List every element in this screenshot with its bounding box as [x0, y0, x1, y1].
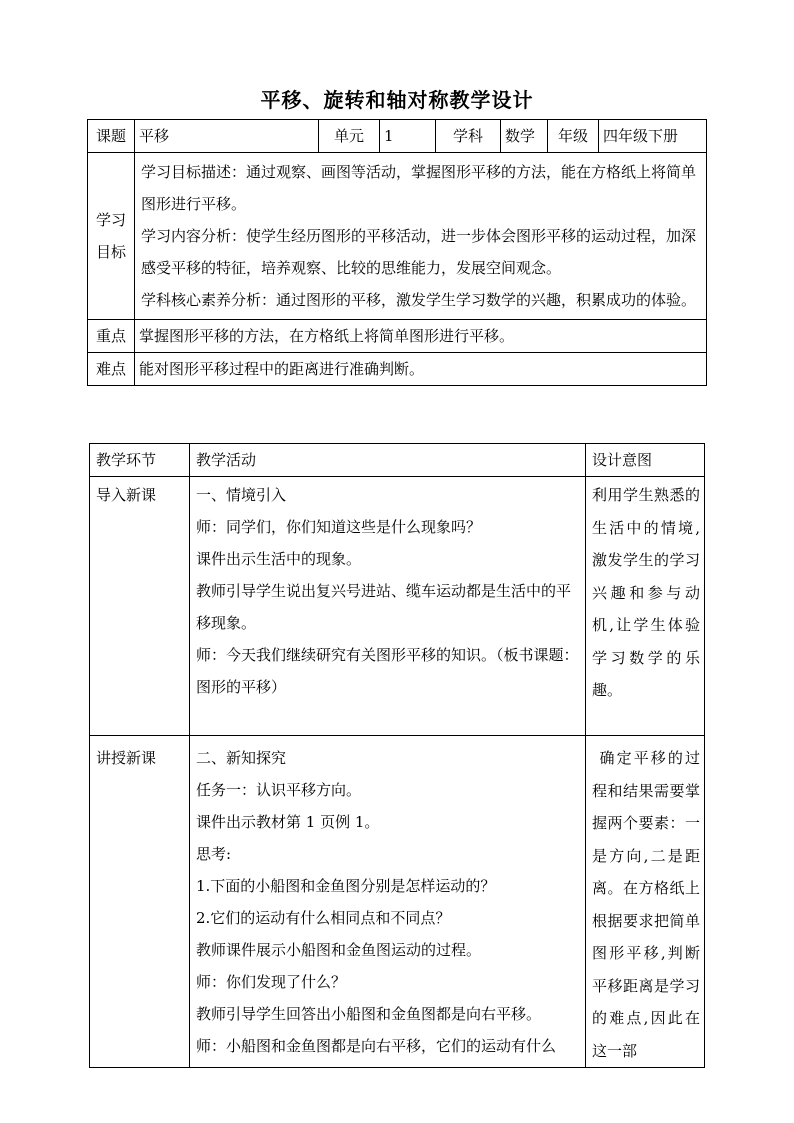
header-stage: 教学环节: [90, 444, 190, 477]
key-point-value: 掌握图形平移的方法，在方格纸上将简单图形进行平移。: [135, 320, 707, 353]
activity-line: 师：小船图和金鱼图都是向右平移，它们的运动有什么: [196, 1037, 557, 1055]
stage-new-lesson: 讲授新课: [90, 736, 190, 1068]
activity-line: 师：今天我们继续研究有关图形平移的知识。（板书课题：图形的平移）: [196, 646, 579, 696]
subject-label: 学科: [436, 120, 501, 153]
info-table: [87, 119, 707, 386]
grade-value: 四年级下册: [599, 120, 707, 153]
course-label: 课题: [88, 120, 135, 153]
header-intent: 设计意图: [586, 444, 705, 477]
difficulty-label: 难点: [88, 353, 135, 386]
activity-line: 二、新知探究: [196, 749, 287, 767]
grade-label: 年级: [548, 120, 599, 153]
goals-label: [88, 153, 135, 320]
document-title: 平移、旋转和轴对称教学设计: [260, 88, 534, 112]
activities-new-lesson: [190, 736, 586, 1068]
intent-intro: [586, 477, 705, 736]
activity-line: 教师课件展示小船图和金鱼图运动的过程。: [196, 941, 482, 959]
stage-intro: 导入新课: [90, 477, 190, 736]
intent-text: 确定平移的过程和结果需要掌握两个要素：一是方向,二是距离。在方格纸上根据要求把简单图形平移,判断平移距离是学习的难点,因此在这一部: [592, 749, 700, 1060]
activity-line: 2.它们的运动有什么相同点和不同点？: [196, 909, 451, 927]
header-activities: 教学活动: [190, 444, 586, 477]
activity-line: 师：你们发现了什么？: [196, 973, 347, 991]
process-table: [89, 443, 705, 1068]
activities-intro: [190, 477, 586, 736]
goal-core-literacy: 学科核心素养分析：通过图形的平移，激发学生学习数学的兴趣，积累成功的体验。: [141, 291, 697, 309]
goals-label-line-2: 目标: [95, 243, 126, 261]
goal-content-analysis: 学习内容分析：使学生经历图形的平移活动，进一步体会图形平移的运动过程，加深感受平移的特征，培养观察、比较的思维能力，发展空间观念。: [141, 227, 697, 277]
goal-description: 学习目标描述：通过观察、画图等活动，掌握图形平移的方法，能在方格纸上将简单图形进行平移。: [141, 163, 697, 213]
activity-line: 课件出示生活中的现象。: [196, 550, 362, 568]
subject-value: 数学: [501, 120, 548, 153]
activity-line: 课件出示教材第 1 页例 1。: [196, 813, 380, 831]
unit-value: 1: [380, 120, 436, 153]
unit-label: 单元: [319, 120, 380, 153]
activity-line: 任务一：认识平移方向。: [196, 781, 362, 799]
activity-line: 教师引导学生说出复兴号进站、缆车运动都是生活中的平移现象。: [196, 582, 572, 632]
goals-content: [135, 153, 707, 320]
activity-line: 师：同学们，你们知道这些是什么现象吗？: [196, 518, 482, 536]
course-value: 平移: [135, 120, 319, 153]
key-point-label: 重点: [88, 320, 135, 353]
difficulty-value: 能对图形平移过程中的距离进行准确判断。: [135, 353, 707, 386]
activity-line: 思考:: [196, 845, 232, 863]
activity-line: 教师引导学生回答出小船图和金鱼图都是向右平移。: [196, 1005, 542, 1023]
intent-text: 利用学生熟悉的生活中的情境,激发学生的学习兴趣和参与动机,让学生体验学习数学的乐趣。: [592, 486, 700, 699]
intent-new-lesson: [586, 736, 705, 1068]
goals-label-line-1: 学习: [95, 211, 126, 229]
activity-line: 一、情境引入: [196, 486, 287, 504]
activity-line: 1.下面的小船图和金鱼图分别是怎样运动的？: [196, 877, 496, 895]
